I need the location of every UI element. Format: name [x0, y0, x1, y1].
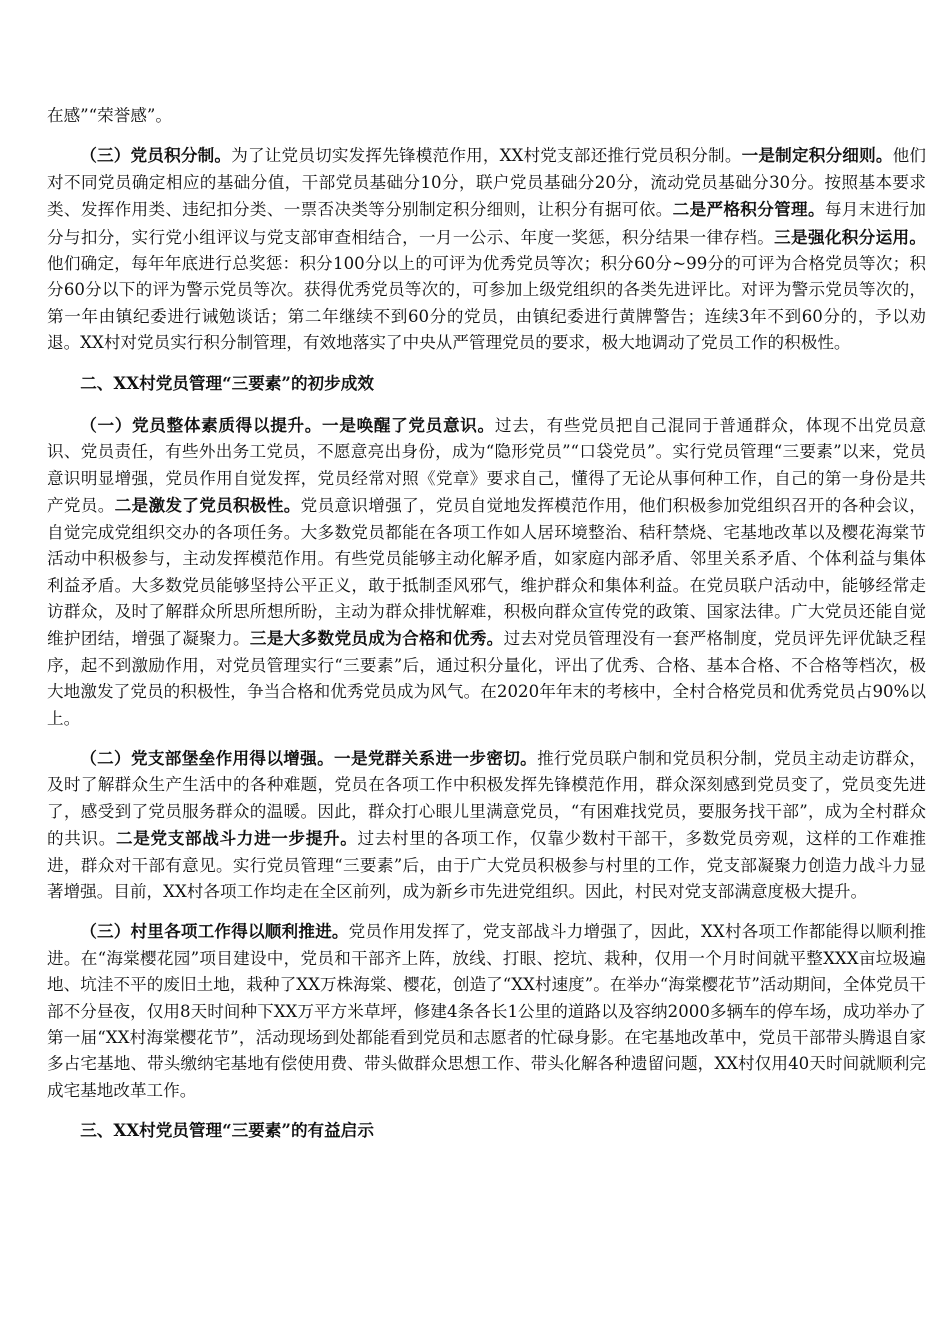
- body-text: 过去，有些党员把自己混同于普通群众，体现不出党员意识、党员责任，有些外出务工党员，不愿意亮出身份，成为“隐形党员”“口袋党员”。实行党员管理“三要素”以来，党员意识明显增强，党员作用自觉发挥，党员经常对照《党章》要求自己，懂得了无论从事何种工作，自己的第一身份是共产党员。: [47, 416, 927, 516]
- section-heading-2: 二、XX村党员管理“三要素”的初步成效: [80, 372, 374, 393]
- continuation-text: 在感”“荣誉感”。: [47, 106, 173, 125]
- body-text: 过去村里的各项工作，仅靠少数村干部干，多数党员旁观，这样的工作难推进，群众对干部有意见。实行党员管理“三要素”后，由于广大党员积极参与村里的工作，党支部凝聚力创造力战斗力显著增强。目前，XX村各项工作均走在全区前列，成为新乡市先进党组织。因此，村民对党支部满意度极大提升。: [47, 829, 927, 901]
- paragraph-branch-strengthened: [47, 745, 926, 905]
- paragraph-points-system: [47, 142, 926, 356]
- point-label: 一是制定积分细则。: [741, 145, 893, 166]
- body-text: 过去对党员管理没有一套严格制度，党员评先评优缺乏程序，起不到激励作用，对党员管理实行“三要素”后，通过积分量化，评出了优秀、合格、基本合格、不合格等档次，极大地激发了党员的积极性，争当合格和优秀党员成为风气。在2020年年末的考核中，全村合格党员和优秀党员占90%以上。: [47, 629, 927, 728]
- point-label: 一是唤醒了党员意识。: [322, 415, 495, 436]
- point-label: 三是强化积分运用。: [774, 226, 926, 247]
- body-text: 推行党员联户制和党员积分制，党员主动走访群众，及时了解群众生产生活中的各种难题，党员在各项工作中积极发挥先锋模范作用，群众深刻感到党员变了，党员变先进了，感受到了党员服务群众的温暖。因此，群众打心眼儿里满意党员，“有困难找党员，要服务找干部”，成为全村群众的共识。: [47, 748, 927, 849]
- section-heading-3: 三、XX村党员管理“三要素”的有益启示: [80, 1120, 374, 1141]
- point-label: 二是激发了党员积极性。: [114, 495, 301, 516]
- item-label: （一）党员整体素质得以提升。: [80, 415, 323, 436]
- paragraph-work-advanced: [47, 918, 926, 1104]
- point-label: 三是大多数党员成为合格和优秀。: [249, 628, 504, 649]
- point-label: 二是党支部战斗力进一步提升。: [116, 828, 358, 849]
- body-text: 党员意识增强了，党员自觉地发挥模范作用，他们积极参加党组织召开的各种会议，自觉完成党组织交办的各项任务。大多数党员都能在各项工作如人居环境整治、秸秆禁烧、宅基地改革以及樱花海棠节活动中积极参与，主动发挥模范作用。有些党员能够主动化解矛盾，如家庭内部矛盾、邻里关系矛盾、个体利益与集体利益矛盾。大多数党员能够坚持公平正义，敢于抵制歪风邪气，维护群众和集体利益。在党员联户活动中，能够经常走访群众，及时了解群众所思所想所盼，主动为群众排忧解难，积极向群众宣传党的政策、国家法律。广大党员还能自觉维护团结，增强了凝聚力。: [47, 496, 927, 649]
- body-text: 他们对不同党员确定相应的基础分值，干部党员基础分10分，联户党员基础分20分，流动党员基础分30分。按照基本要求类、发挥作用类、违纪扣分类、一票否决类等分别制定积分细则，让积分有据可依。: [47, 146, 927, 220]
- body-text: 党员作用发挥了，党支部战斗力增强了，因此，XX村各项工作都能得以顺利推进。在“海棠樱花园”项目建设中，党员和干部齐上阵，放线、打眼、挖坑、栽种，仅用一个月时间就平整XXX亩垃圾遍地、坑洼不平的废旧土地，栽种了XX万株海棠、樱花，创造了“XX村速度”。在举办“海棠樱花节”活动期间，全体党员干部不分昼夜，仅用8天时间种下XX万平方米草坪，修建4条各长1公里的道路以及容纳2000多辆车的停车场，成功举办了第一届“XX村海棠樱花节”，活动现场到处都能看到党员和志愿者的忙碌身影。在宅基地改革中，党员干部带头腾退自家多占宅基地、带头缴纳宅基地有偿使用费、带头做群众思想工作、带头化解各种遗留问题，XX村仅用40天时间就顺利完成宅基地改革工作。: [47, 922, 926, 1100]
- body-text: 他们确定，每年年底进行总奖惩：积分100分以上的可评为优秀党员等次；积分60分~99分的可评为合格党员等次；积分60分以下的评为警示党员等次。获得优秀党员等次的，可参加上级党组织的各类先进评比。对评为警示党员等次的，第一年由镇纪委进行诫勉谈话；第二年继续不到60分的党员，由镇纪委进行黄牌警告；连续3年不到60分的，予以劝退。XX村对党员实行积分制管理，有效地落实了中央从严管理党员的要求，极大地调动了党员工作的积极性。: [47, 254, 926, 353]
- point-label: 二是严格积分管理。: [672, 199, 825, 220]
- paragraph-quality-improved: [47, 412, 926, 732]
- point-label: 一是党群关系进一步密切。: [334, 747, 538, 768]
- item-label: （三）党员积分制。: [80, 145, 232, 166]
- item-label: （三）村里各项工作得以顺利推进。: [80, 921, 349, 942]
- body-text: 为了让党员切实发挥先锋模范作用，XX村党支部还推行党员积分制。: [231, 146, 742, 166]
- body-text: 每月末进行加分与扣分，实行党小组评议与党支部审查相结合，一月一公示、年度一奖惩，积分结果一律存档。: [47, 200, 927, 247]
- item-label: （二）党支部堡垒作用得以增强。: [80, 747, 335, 768]
